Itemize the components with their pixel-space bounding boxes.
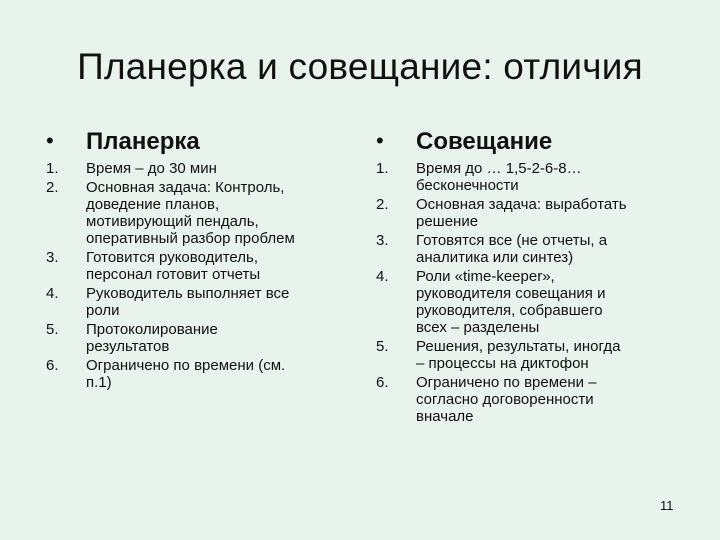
item-text: Готовится руководитель, персонал готовит отчеты xyxy=(86,249,261,283)
bullet-icon: • xyxy=(46,128,54,153)
item-number: 4. xyxy=(376,268,389,285)
list-item xyxy=(40,285,340,319)
item-number: 4. xyxy=(46,285,59,302)
item-number: 5. xyxy=(46,321,59,338)
item-number: 2. xyxy=(376,196,389,213)
list-item xyxy=(40,160,340,177)
item-text: Время – до 30 мин xyxy=(86,160,217,177)
list-item xyxy=(370,268,670,336)
item-text: Время до … 1,5-2-6-8… бесконечности xyxy=(416,160,582,194)
list-item xyxy=(40,249,340,283)
item-text: Основная задача: выработать решение xyxy=(416,196,627,230)
item-text: Основная задача: Контроль, доведение планов, мотивирующий пендаль, оперативный разбор проблем xyxy=(86,179,295,247)
item-number: 6. xyxy=(46,357,59,374)
bullet-icon: • xyxy=(376,128,384,153)
page-number: 11 xyxy=(660,498,674,513)
item-number: 3. xyxy=(376,232,389,249)
item-text: Решения, результаты, иногда – процессы на диктофон xyxy=(416,338,621,372)
item-text: Руководитель выполняет все роли xyxy=(86,285,290,319)
list-item xyxy=(40,179,340,247)
item-text: Протоколирование результатов xyxy=(86,321,218,355)
list-item xyxy=(40,321,340,355)
list-item xyxy=(370,196,670,230)
planerka-column xyxy=(40,126,340,393)
list-item xyxy=(370,374,670,425)
planerka-heading: Планерка xyxy=(86,128,200,155)
list-item xyxy=(370,232,670,266)
item-text: Роли «time-keeper», руководителя совещания и руководителя, собравшего всех – разделены xyxy=(416,268,606,336)
item-text: Ограничено по времени – согласно договоренности вначале xyxy=(416,374,597,425)
item-text: Готовятся все (не отчеты, а аналитика или синтез) xyxy=(416,232,608,266)
list-item xyxy=(370,338,670,372)
item-number: 6. xyxy=(376,374,389,391)
item-number: 1. xyxy=(376,160,389,177)
list-item xyxy=(40,357,340,391)
planerka-header xyxy=(40,126,340,160)
item-text: Ограничено по времени (см. п.1) xyxy=(86,357,286,391)
soveshchanie-header xyxy=(370,126,670,160)
item-number: 2. xyxy=(46,179,59,196)
item-number: 1. xyxy=(46,160,59,177)
soveshchanie-heading: Совещание xyxy=(416,128,553,155)
page-title: Планерка и совещание: отличия xyxy=(77,46,643,87)
item-number: 5. xyxy=(376,338,389,355)
list-item xyxy=(370,160,670,194)
soveshchanie-column xyxy=(370,126,670,427)
item-number: 3. xyxy=(46,249,59,266)
